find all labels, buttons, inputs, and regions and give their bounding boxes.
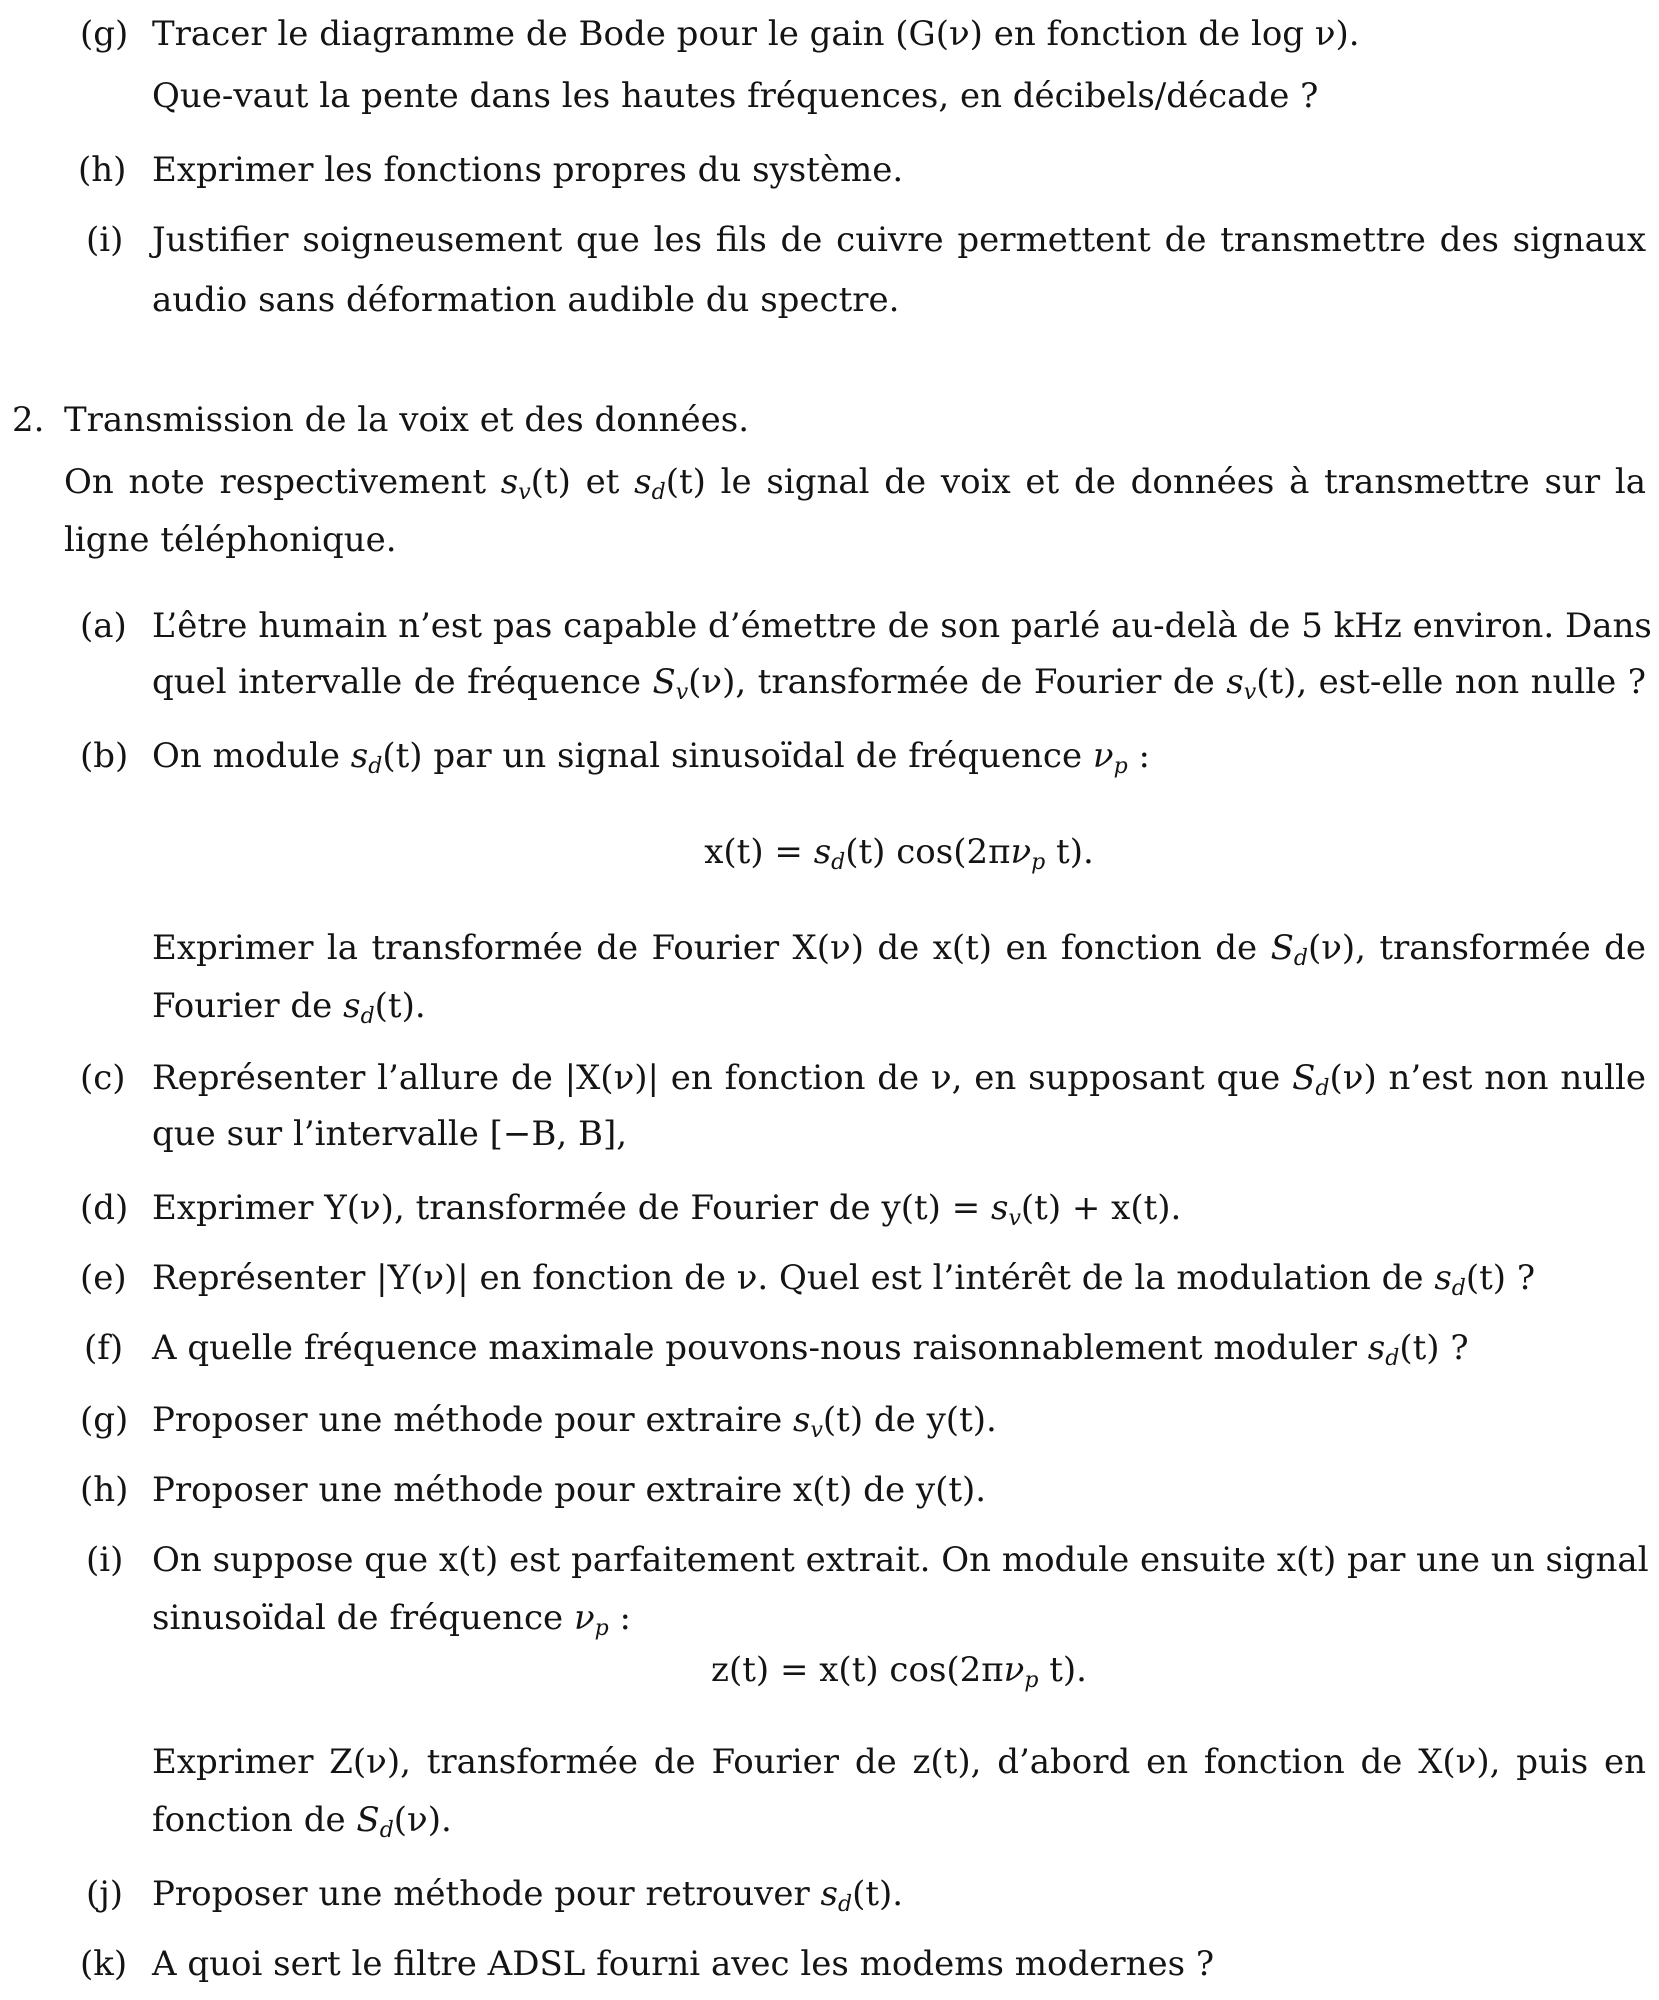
question-text: Exprimer les fonctions propres du système.: [152, 150, 904, 190]
intro-text: ligne téléphonique.: [64, 520, 397, 560]
question-text: On module $s_d(t)$ par un signal sinusoïdal de fréquence $\nu_p$ :: [152, 736, 1150, 779]
section-title: Transmission de la voix et des données.: [64, 400, 750, 440]
question-text: L’être humain n’est pas capable d’émettre de son parlé au-delà de 5 kHz environ. Dans: [152, 606, 1652, 646]
item-label: (h): [78, 150, 127, 190]
question-text: A quoi sert le filtre ADSL fourni avec les modems modernes ?: [152, 1944, 1215, 1984]
question-text: Que-vaut la pente dans les hautes fréquences, en décibels/décade ?: [152, 76, 1319, 116]
question-text: Proposer une méthode pour retrouver $s_d(t)$.: [152, 1874, 904, 1917]
question-text: Exprimer Z(ν), transformée de Fourier de z(t), d’abord en fonction de X(ν), puis en: [152, 1742, 1646, 1782]
item-label: (g): [80, 1400, 129, 1440]
equation: $x(t) = s_d(t)$ $\cos(2\pi\nu_p$ t).: [704, 832, 1094, 875]
question-text: Exprimer Y(ν), transformée de Fourier de $y(t) = s_v(t) + x(t)$.: [152, 1188, 1182, 1231]
question-text: fonction de $S_d(\nu)$.: [152, 1800, 452, 1843]
item-label: (i): [86, 220, 124, 260]
item-label: (b): [80, 736, 129, 776]
item-label: (c): [80, 1058, 126, 1098]
question-text: Justifier soigneusement que les fils de cuivre permettent de transmettre des signaux: [152, 220, 1646, 260]
question-text: Proposer une méthode pour extraire x(t) de y(t).: [152, 1470, 987, 1510]
item-label: (g): [80, 14, 129, 54]
question-text: Tracer le diagramme de Bode pour le gain (G(ν) en fonction de log ν).: [152, 14, 1360, 54]
question-text: Représenter l’allure de |X(ν)| en fonction de ν, en supposant que $S_d(\nu)$ n’est non nulle: [152, 1058, 1646, 1101]
question-text: Proposer une méthode pour extraire $s_v(t)$ de y(t).: [152, 1400, 997, 1443]
question-text: quel intervalle de fréquence $S_v(\nu)$, transformée de Fourier de $s_v(t)$, est-elle non nulle ?: [152, 662, 1646, 705]
question-text: audio sans déformation audible du spectre.: [152, 280, 900, 320]
question-text: Exprimer la transformée de Fourier X(ν) de x(t) en fonction de $S_d(\nu)$, transformée de: [152, 928, 1647, 971]
item-label: (a): [80, 606, 127, 646]
item-label: (i): [86, 1540, 124, 1580]
question-text: que sur l’intervalle [−B, B],: [152, 1114, 628, 1154]
intro-text: On note respectivement $s_v(t)$ et $s_d(t)$ le signal de voix et de données à transmettre sur la: [64, 462, 1646, 505]
item-label: (h): [80, 1470, 129, 1510]
item-label: (d): [80, 1188, 129, 1228]
equation: z(t) = x(t) $\cos(2\pi\nu_p$ t).: [711, 1650, 1087, 1693]
item-label: (f): [84, 1328, 124, 1368]
item-label: (e): [80, 1258, 127, 1298]
question-text: Fourier de $s_d(t)$.: [152, 986, 426, 1029]
item-label: (j): [86, 1874, 124, 1914]
item-label: (k): [80, 1944, 128, 1984]
question-text: A quelle fréquence maximale pouvons-nous raisonnablement moduler $s_d(t)$ ?: [152, 1328, 1469, 1371]
question-text: Représenter |Y(ν)| en fonction de ν. Quel est l’intérêt de la modulation de $s_d(t)$ ?: [152, 1258, 1536, 1301]
section-number: 2.: [12, 400, 45, 440]
question-text: On suppose que x(t) est parfaitement extrait. On module ensuite x(t) par une un signal: [152, 1540, 1649, 1580]
question-text: sinusoïdal de fréquence $\nu_p$ :: [152, 1598, 631, 1641]
